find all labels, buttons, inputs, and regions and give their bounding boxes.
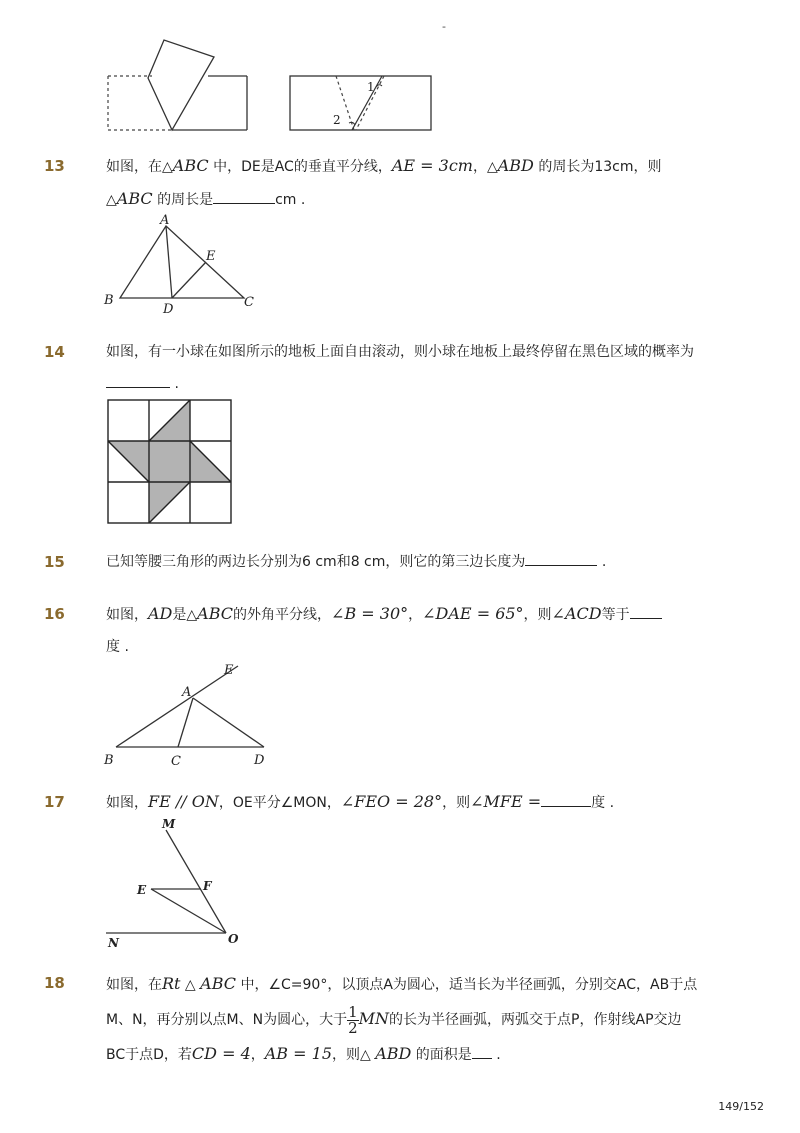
q17-answer-blank[interactable] [541, 788, 591, 807]
q18-l2b: 的长为半径画弧，两弧交于点P，作射线AP交边 [389, 1012, 682, 1028]
q16-angle-acd: ∠ACD [551, 604, 602, 623]
page-number: 149/152 [718, 1100, 764, 1113]
q18-abc: ABC [200, 974, 237, 993]
q16-figure [100, 660, 280, 772]
q18-abd: ABD [375, 1044, 412, 1063]
q18-sep: ， [250, 1047, 265, 1063]
q16-t2: 是△ [172, 607, 198, 623]
q17-angle: ∠FEO = 28° [340, 792, 443, 811]
q13-label-D: D [163, 302, 174, 317]
q17-label-O: O [228, 932, 239, 946]
q15-body: 已知等腰三角形的两边长分别为6 cm和8 cm，则它的第三边长度为 [106, 554, 526, 570]
q12-label-2: 2 [333, 113, 341, 127]
q14-grid-figure [104, 398, 236, 528]
q12-label-1: 1 [367, 80, 375, 94]
q18-answer-blank[interactable] [472, 1040, 492, 1059]
q13-t5: △ [106, 192, 117, 208]
q16-abc: ABC [197, 604, 234, 623]
q17-label-N: N [108, 936, 119, 950]
q18-l3a: BC于点D，若 [106, 1047, 192, 1063]
q18-fraction [347, 1002, 359, 1037]
q13-label-C: C [244, 295, 254, 310]
q16-sep: ， [408, 607, 423, 623]
q13-number: 13 [44, 157, 65, 175]
q16-label-D: D [254, 753, 265, 768]
q16-number: 16 [44, 605, 65, 623]
q14-number: 14 [44, 343, 65, 361]
q17-number: 17 [44, 793, 65, 811]
q17-label-M: M [162, 817, 176, 831]
q15-text [106, 546, 726, 578]
q18-frac-den: 2 [348, 1018, 358, 1037]
q16-label-A: A [182, 685, 192, 700]
q17-label-F: F [203, 879, 212, 893]
q17-angle2: ∠MFE = [470, 792, 542, 811]
q16-t1: 如图， [106, 607, 148, 623]
q16-answer-blank[interactable] [630, 600, 662, 619]
q18-ab: AB = 15 [264, 1044, 332, 1063]
q16-t4: ，则 [523, 607, 552, 623]
q13-label-A: A [160, 213, 170, 228]
q17-t2: ，OE平分∠MON， [218, 795, 341, 811]
q18-l3c: 的面积是 [411, 1047, 472, 1063]
q13-label-E: E [206, 249, 216, 264]
q13-t6: 的周长是 [152, 192, 214, 208]
q12-left-figure [108, 40, 247, 130]
q17-parallel: FE // ON [148, 792, 219, 811]
q15-number: 15 [44, 553, 65, 571]
q18-number: 18 [44, 974, 65, 992]
q12-figure [100, 35, 440, 135]
q13-t7: cm . [275, 192, 306, 208]
q16-label-E: E [224, 663, 234, 678]
q16-t3: 的外角平分线， [233, 607, 332, 623]
q13-abd: ABD [497, 156, 534, 175]
q16-t5: 等于 [601, 607, 630, 623]
q17-t1: 如图， [106, 795, 148, 811]
q14-end: . [174, 376, 179, 392]
q16-label-C: C [171, 754, 181, 769]
q15-end: . [601, 554, 607, 570]
q17-figure [100, 812, 260, 952]
q16-ad: AD [148, 604, 173, 623]
top-mark: - [442, 20, 446, 33]
q13-figure [100, 212, 270, 318]
q13-t4: 的周长为13cm，则 [533, 159, 662, 175]
q18-frac-num: 1 [348, 1002, 358, 1021]
q13-label-B: B [104, 293, 114, 308]
q18-text [106, 967, 726, 1072]
q17-label-E: E [137, 883, 147, 897]
q16-angle-b: ∠B = 30° [331, 604, 409, 623]
q18-t1: 如图，在 [106, 977, 162, 993]
q13-t1: 如图，在△ [106, 159, 173, 175]
q18-t2: △ [180, 977, 201, 993]
q18-rt: Rt [162, 974, 181, 993]
q14-answer-blank[interactable] [106, 369, 170, 388]
q16-text [106, 598, 726, 663]
q16-label-B: B [104, 753, 114, 768]
q13-t3: ，△ [472, 159, 498, 175]
q18-l2a: M、N，再分别以点M、N为圆心，大于 [106, 1012, 348, 1028]
q18-cd: CD = 4 [191, 1044, 251, 1063]
q16-line2: 度 . [106, 639, 129, 655]
q13-eq1: AE = 3cm [391, 156, 473, 175]
q14-line1: 如图，有一小球在如图所示的地板上面自由滚动，则小球在地板上最终停留在黑色区域的概率为 [106, 344, 694, 360]
q17-t4: 度 . [591, 795, 615, 811]
q15-answer-blank[interactable] [525, 547, 597, 566]
q18-t3: 中，∠C=90°，以顶点A为圆心，适当长为半径画弧，分别交AC，AB于点 [236, 977, 698, 993]
q16-angle-dae: ∠DAE = 65° [422, 604, 524, 623]
q18-l3b: ，则△ [332, 1047, 376, 1063]
q12-right-figure [290, 76, 431, 130]
q13-abc2: ABC [116, 189, 153, 208]
q18-end: . [496, 1047, 501, 1063]
q14-text [106, 336, 726, 400]
q13-t2: 中，DE是AC的垂直平分线， [208, 159, 392, 175]
q17-t3: ，则 [442, 795, 471, 811]
q18-mn: MN [358, 1009, 390, 1028]
q13-abc: ABC [172, 156, 209, 175]
q13-answer-blank[interactable] [213, 185, 275, 204]
q13-text [106, 150, 726, 216]
